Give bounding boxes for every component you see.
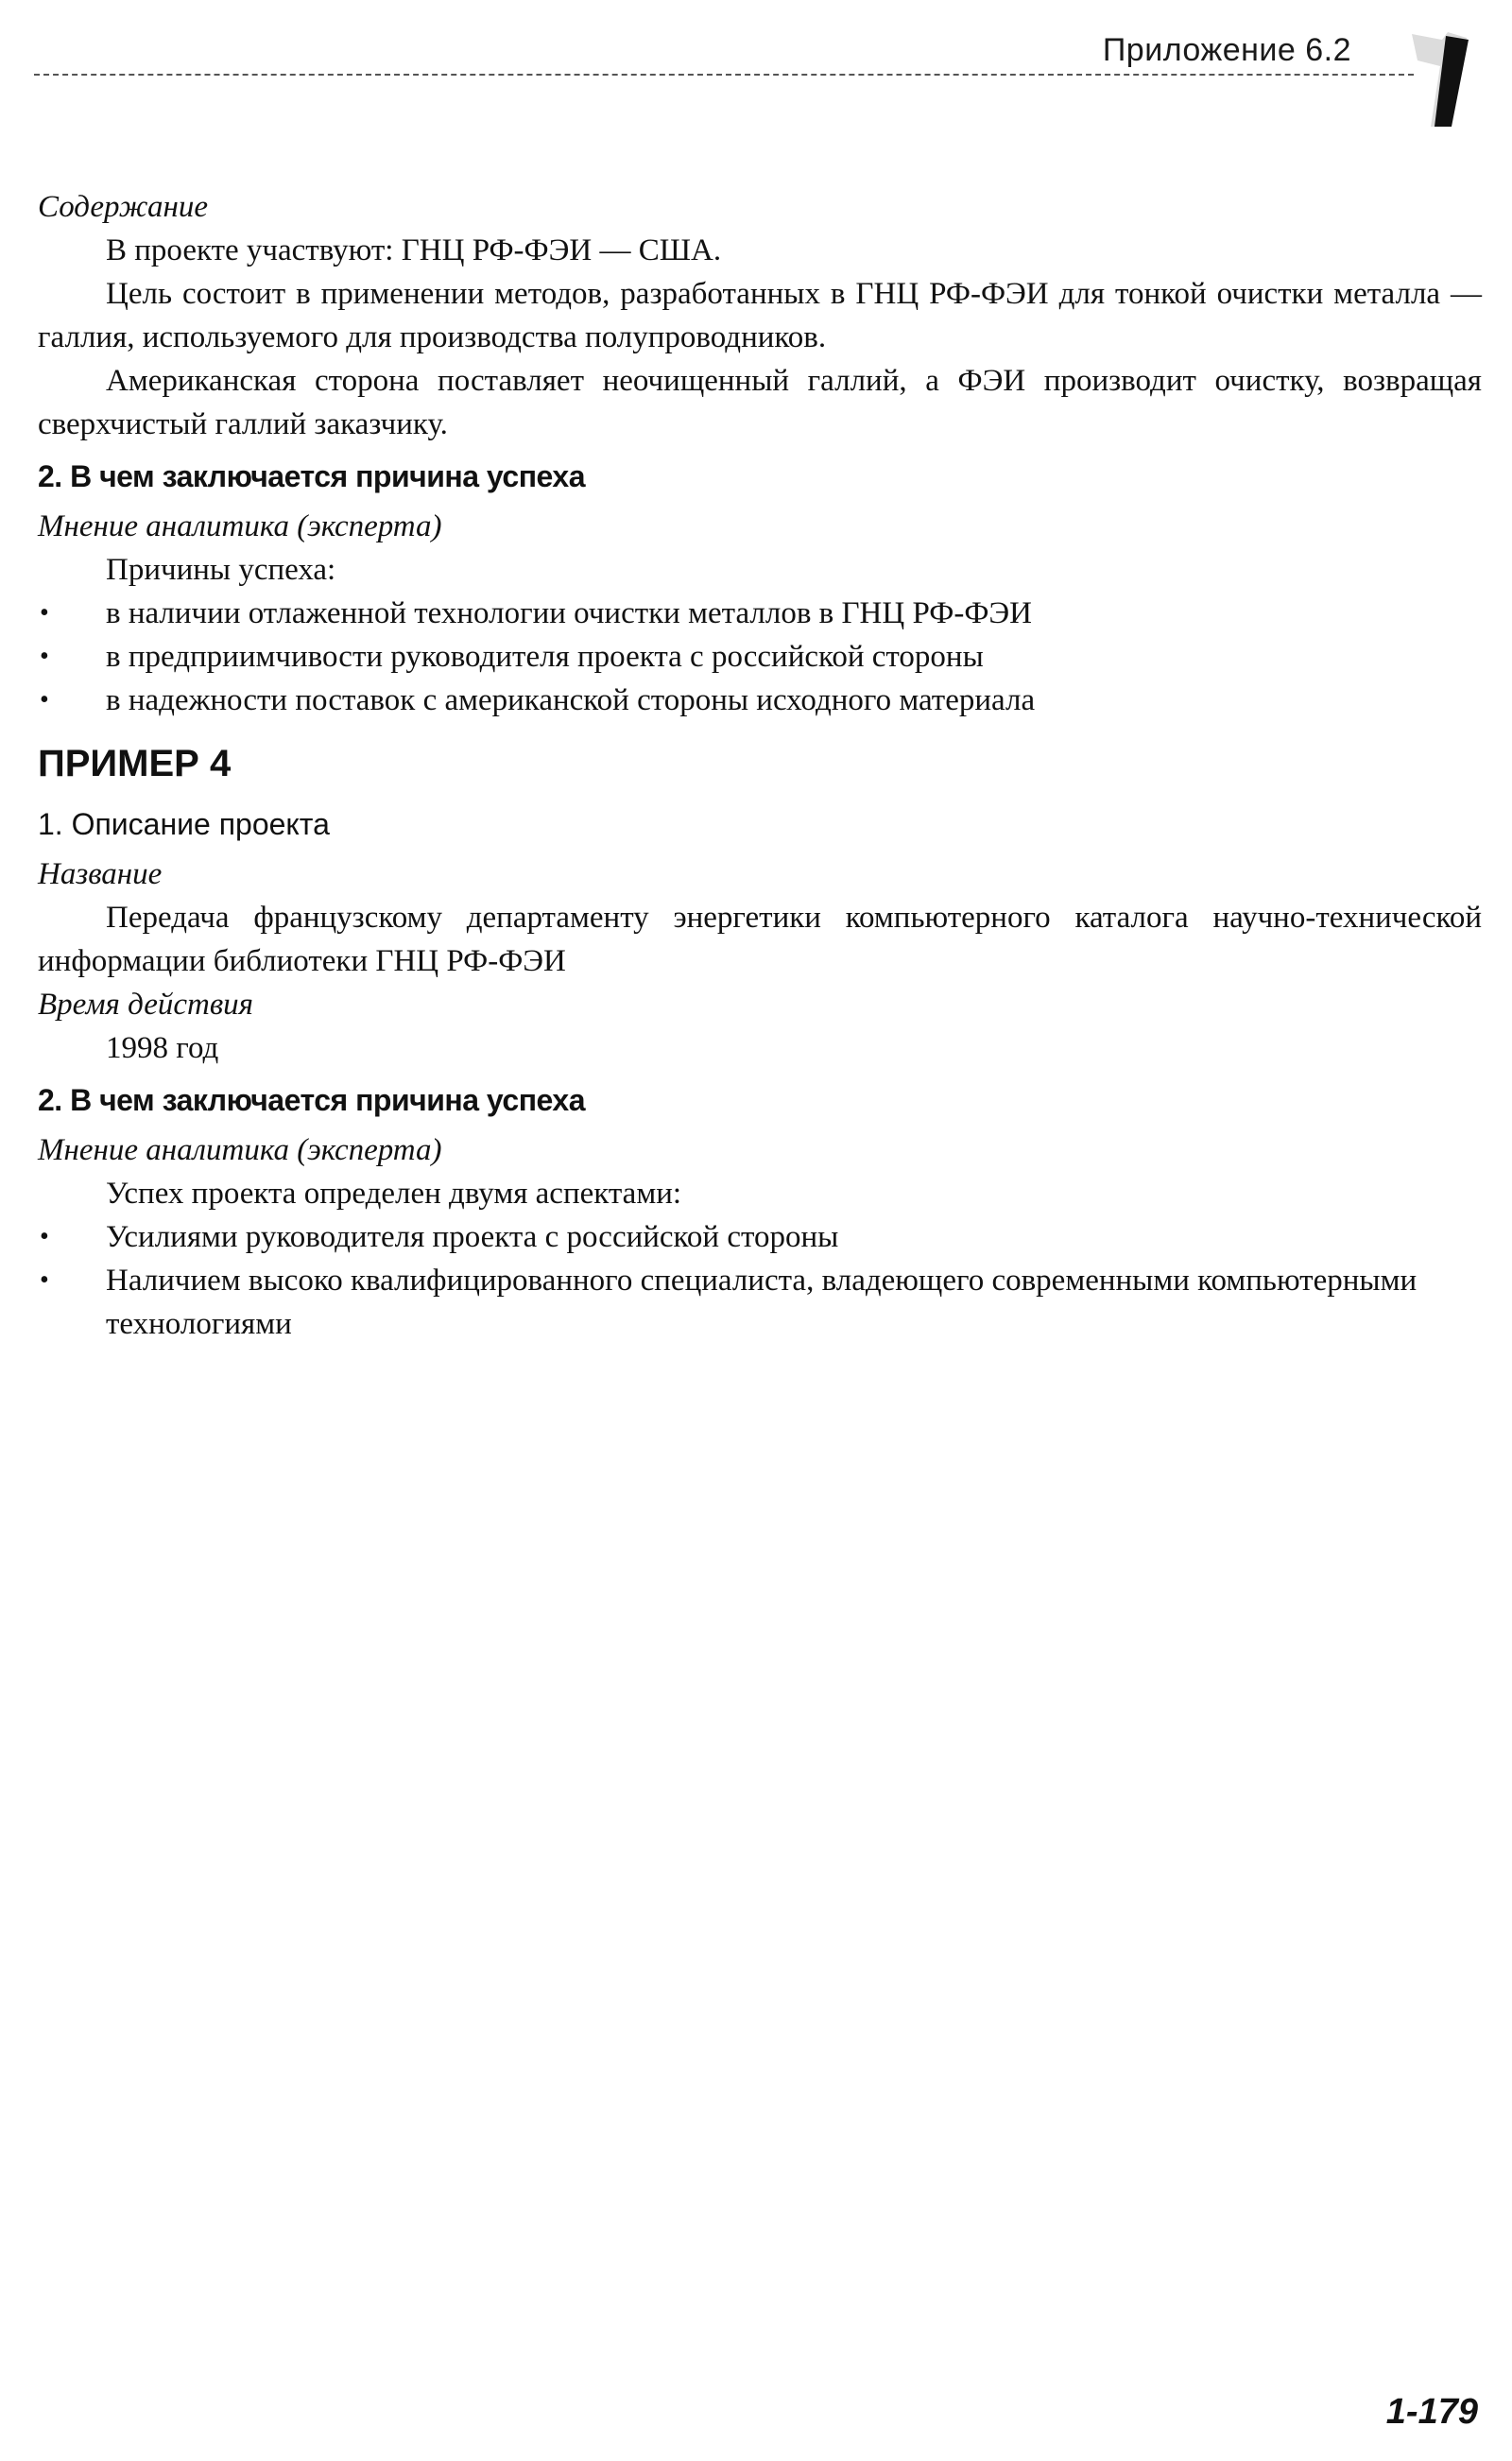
list-item: • в наличии отлаженной технологии очистки металлов в ГНЦ РФ-ФЭИ bbox=[38, 592, 1482, 635]
success-heading: 2. В чем заключается причина успеха bbox=[38, 1083, 585, 1117]
time-value: 1998 год bbox=[106, 1031, 219, 1065]
analyst-label: Мнение аналитика (эксперта) bbox=[38, 509, 442, 543]
success-heading: 2. В чем заключается причина успеха bbox=[38, 459, 585, 493]
reasons-list bbox=[38, 592, 1482, 722]
content-label: Содержание bbox=[38, 190, 209, 224]
bullet-icon: • bbox=[40, 642, 49, 671]
header-rule bbox=[34, 74, 1414, 76]
appendix-label: Приложение 6.2 bbox=[1102, 32, 1351, 68]
analyst-label: Мнение аналитика (эксперта) bbox=[38, 1133, 442, 1167]
goal-text: Цель состоит в применении методов, разработанных в ГНЦ РФ-ФЭИ для тонкой очистки металла — галлия, используемого для производства полупроводников. bbox=[38, 277, 1482, 354]
supply-text: Американская сторона поставляет неочищенный галлий, а ФЭИ производит очистку, возвращая сверхчистый галлий заказчику. bbox=[38, 364, 1482, 441]
page-content bbox=[38, 185, 1482, 1346]
list-item: • Усилиями руководителя проекта с российской стороны bbox=[38, 1215, 1482, 1259]
bullet-icon: • bbox=[40, 598, 49, 628]
bullet-icon: • bbox=[40, 685, 49, 714]
page-number: 1-179 bbox=[1385, 2392, 1478, 2432]
time-label: Время действия bbox=[38, 988, 254, 1022]
name-label: Название bbox=[38, 857, 163, 891]
list-item: • в надежности поставок с американской стороны исходного материала bbox=[38, 679, 1482, 722]
aspects-list bbox=[38, 1215, 1482, 1346]
list-item: • Наличием высоко квалифицированного специалиста, владеющего современными компьютерными технологиями bbox=[38, 1259, 1482, 1346]
reasons-intro: Причины успеха: bbox=[106, 553, 336, 587]
list-item: • в предприимчивости руководителя проекта с российской стороны bbox=[38, 635, 1482, 679]
participants-text: В проекте участвуют: ГНЦ РФ-ФЭИ — США. bbox=[106, 233, 722, 267]
bullet-icon: • bbox=[40, 1265, 49, 1295]
name-text: Передача французскому департаменту энергетики компьютерного каталога научно-технической информации библиотеки ГНЦ РФ-ФЭИ bbox=[38, 901, 1482, 978]
success-intro: Успех проекта определен двумя аспектами: bbox=[106, 1177, 682, 1211]
chapter-mark-icon bbox=[1404, 28, 1474, 132]
example-heading: ПРИМЕР 4 bbox=[38, 743, 232, 784]
bullet-icon: • bbox=[40, 1222, 49, 1251]
description-heading: 1. Описание проекта bbox=[38, 807, 330, 841]
